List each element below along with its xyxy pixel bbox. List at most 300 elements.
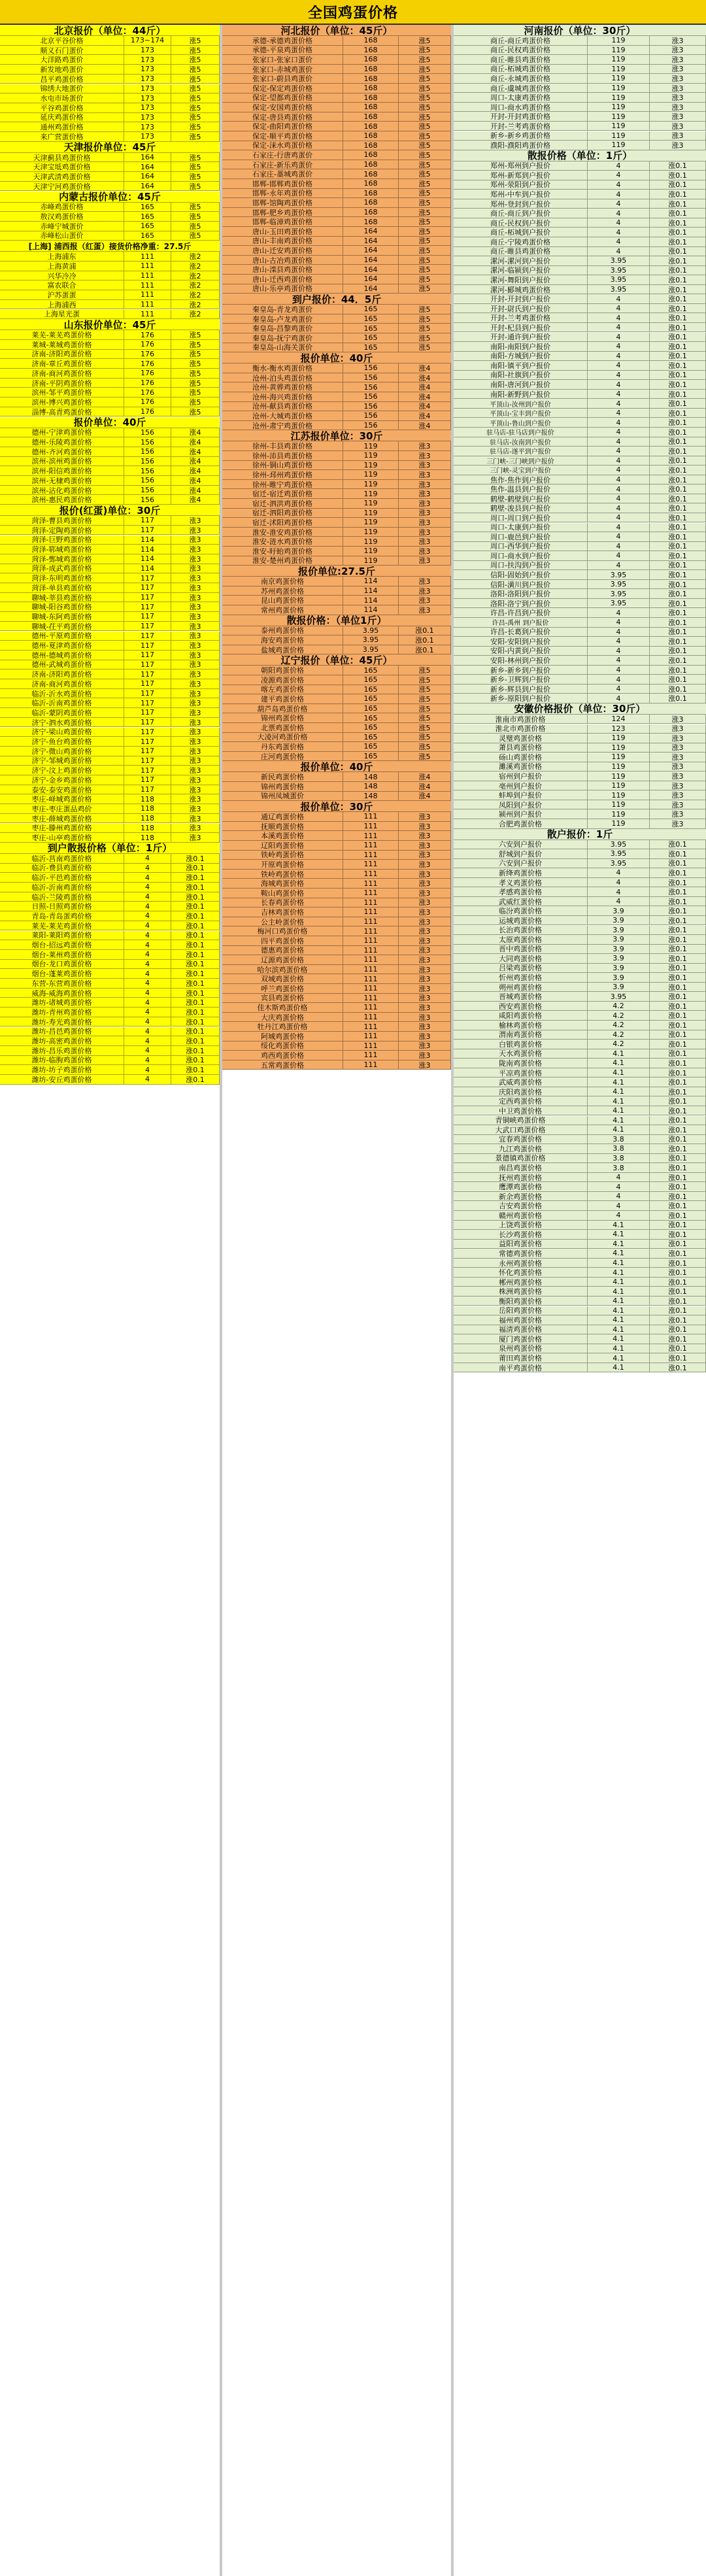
row-name: 水屯市场蛋价 (0, 93, 124, 103)
row-change: 涨0.1 (650, 637, 706, 647)
row-name: 大凌河鸡蛋价格 (222, 733, 343, 743)
row-name: 朔州鸡蛋价格 (454, 983, 588, 992)
row-name: 铁岭鸡蛋价格 (222, 851, 343, 860)
row-price: 168 (343, 150, 399, 160)
row-name: 武威红蛋价格 (454, 897, 588, 907)
row-name: 本溪鸡蛋价格 (222, 831, 343, 841)
row-name: 德州-武城鸡蛋价格 (0, 660, 124, 670)
row-price: 119 (588, 93, 650, 103)
row-name: 济南-商河鸡蛋价格 (0, 679, 124, 689)
row-change: 涨3 (171, 708, 220, 718)
row-change: 涨3 (399, 841, 451, 851)
section-header: 报价单位:27.5斤 (222, 566, 451, 577)
row-name: 商丘-柘城鸡蛋价格 (454, 65, 588, 75)
row-change: 涨5 (171, 398, 220, 407)
row-name: 平顶山-汝州到户报价 (454, 399, 588, 409)
row-change: 涨0.1 (650, 868, 706, 878)
row-change: 涨0.1 (650, 503, 706, 513)
row-change: 涨3 (171, 747, 220, 756)
row-change: 涨0.1 (650, 878, 706, 888)
row-price: 119 (588, 74, 650, 84)
row-name: 新乡-原阳到户报价 (454, 694, 588, 703)
row-name: 朝阳鸡蛋价格 (222, 666, 343, 675)
row-price: 4 (124, 1027, 171, 1037)
row-price: 3.9 (588, 935, 650, 945)
row-change: 涨3 (171, 766, 220, 775)
row-change: 涨0.1 (650, 523, 706, 533)
row-name: 晋城鸡蛋价格 (454, 992, 588, 1002)
row-name: 保定-涞水鸡蛋价格 (222, 141, 343, 151)
row-change: 涨3 (399, 812, 451, 822)
row-price: 4.2 (588, 1030, 650, 1040)
row-name: 济宁-微山鸡蛋价格 (0, 747, 124, 756)
row-name: 开封-兰考鸡蛋价格 (454, 313, 588, 323)
row-price: 4.1 (588, 1106, 650, 1116)
row-price: 111 (124, 310, 171, 320)
row-price: 173 (124, 75, 171, 84)
row-name: 菏泽-成武鸡蛋价格 (0, 564, 124, 574)
row-change: 涨3 (399, 936, 451, 946)
row-change: 涨0.1 (650, 209, 706, 218)
row-name: 北京平谷价格 (0, 36, 124, 46)
row-change: 涨3 (171, 737, 220, 747)
row-change: 涨3 (399, 509, 451, 518)
row-change: 涨3 (399, 974, 451, 984)
row-change: 涨2 (171, 271, 220, 281)
row-name: 吉林鸡蛋价格 (222, 907, 343, 917)
row-price: 4 (124, 883, 171, 892)
row-change: 涨0.1 (650, 1077, 706, 1087)
row-name: 临沂-蒙阴鸡蛋价格 (0, 708, 124, 718)
row-price: 4 (124, 902, 171, 911)
row-price: 119 (343, 537, 399, 547)
row-change: 涨5 (399, 150, 451, 160)
row-change: 涨5 (171, 103, 220, 113)
row-price: 173~174 (124, 36, 171, 46)
row-price: 118 (124, 804, 171, 814)
row-change: 涨3 (171, 545, 220, 554)
row-price: 4 (588, 628, 650, 637)
row-price: 4 (124, 1056, 171, 1066)
row-change: 涨3 (171, 689, 220, 699)
row-change: 涨5 (399, 141, 451, 151)
row-change: 涨3 (650, 141, 706, 150)
row-name: 保定-安国鸡蛋价格 (222, 103, 343, 112)
row-price: 4 (588, 475, 650, 485)
row-change: 涨3 (650, 715, 706, 724)
row-change: 涨0.1 (650, 437, 706, 447)
row-name: 滨州-惠民鸡蛋价格 (0, 495, 124, 505)
row-name: 石家庄-行唐鸡蛋价 (222, 150, 343, 160)
row-change: 涨5 (399, 275, 451, 284)
row-name: 郑州-荥阳到户报价 (454, 180, 588, 190)
row-change: 涨4 (399, 373, 451, 383)
row-price: 117 (124, 708, 171, 718)
row-change: 涨0.1 (171, 911, 220, 921)
row-price: 117 (124, 756, 171, 766)
section-header: 报价(红蛋)单位：30斤 (0, 505, 220, 516)
section-header: 江苏报价单位：30斤 (222, 430, 451, 441)
row-name: 开封-通许到户报价 (454, 333, 588, 343)
row-name: 唐山-乐亭鸡蛋价格 (222, 284, 343, 294)
row-change: 涨0.1 (650, 1278, 706, 1287)
row-change: 涨3 (399, 889, 451, 898)
row-price: 164 (343, 237, 399, 246)
row-price: 168 (343, 122, 399, 131)
row-name: 唐山-滦县鸡蛋价格 (222, 265, 343, 275)
row-price: 114 (124, 554, 171, 564)
row-change: 涨3 (171, 632, 220, 641)
row-price: 4 (124, 931, 171, 941)
row-name: 锦州凤城蛋价 (222, 792, 343, 802)
row-name: 枣庄-薛城鸡蛋价格 (0, 814, 124, 824)
row-change: 涨2 (171, 300, 220, 310)
row-name: 徐州-沛县鸡蛋价格 (222, 451, 343, 461)
row-change: 涨0.1 (171, 1056, 220, 1066)
row-name: 保定-曲阳鸡蛋价格 (222, 122, 343, 131)
row-name: 庄河鸡蛋价格 (222, 752, 343, 762)
row-price: 119 (588, 103, 650, 112)
row-name: 滨州-阳信鸡蛋价格 (0, 466, 124, 476)
row-change: 涨3 (650, 65, 706, 75)
row-change: 涨5 (171, 407, 220, 417)
row-price: 117 (124, 526, 171, 535)
row-price: 173 (124, 103, 171, 113)
row-price: 4 (124, 854, 171, 864)
row-name: 鹤壁-浚县到户报价 (454, 503, 588, 513)
row-price: 148 (343, 772, 399, 782)
row-name: 上海星光蛋 (0, 310, 124, 320)
row-change: 涨3 (171, 554, 220, 564)
row-name: 潍坊-安丘鸡蛋价格 (0, 1075, 124, 1085)
row-price: 4 (588, 190, 650, 199)
row-change: 涨5 (171, 379, 220, 388)
row-price: 165 (343, 694, 399, 704)
row-change: 涨3 (399, 955, 451, 965)
row-name: 唐山-玉田鸡蛋价格 (222, 227, 343, 237)
row-change: 涨0.1 (650, 580, 706, 590)
row-name: 合肥鸡蛋价格 (454, 819, 588, 829)
row-price: 4.1 (588, 1068, 650, 1078)
row-price: 119 (588, 65, 650, 75)
row-name: 宜春鸡蛋价格 (454, 1135, 588, 1145)
row-change: 涨0.1 (171, 883, 220, 892)
row-price: 119 (588, 790, 650, 800)
row-price: 168 (343, 103, 399, 112)
row-name: 潍坊-青州鸡蛋价格 (0, 1008, 124, 1017)
row-price: 165 (343, 314, 399, 324)
row-price: 173 (124, 122, 171, 132)
row-change: 涨5 (399, 324, 451, 333)
row-change: 涨0.1 (171, 940, 220, 950)
row-price: 4.2 (588, 1002, 650, 1011)
row-name: 赣州鸡蛋价格 (454, 1211, 588, 1221)
row-price: 111 (343, 926, 399, 936)
row-name: 邯郸-临漳鸡蛋价格 (222, 217, 343, 227)
row-name: 常德鸡蛋价格 (454, 1249, 588, 1259)
row-change: 涨3 (399, 879, 451, 889)
row-change: 涨0.1 (171, 1075, 220, 1085)
row-name: 福州鸡蛋价格 (454, 1315, 588, 1325)
section-header: 到户报价：44．5斤 (222, 294, 451, 305)
row-change: 涨0.1 (650, 954, 706, 964)
row-change: 涨3 (650, 781, 706, 791)
row-change: 涨3 (171, 718, 220, 728)
row-change: 涨5 (171, 369, 220, 379)
row-name: 沧州-大城鸡蛋价格 (222, 411, 343, 421)
row-name: 淮北市鸡蛋价格 (454, 724, 588, 734)
row-change: 涨0.1 (171, 931, 220, 941)
row-name: 海城鸡蛋价格 (222, 879, 343, 889)
row-price: 164 (343, 256, 399, 265)
row-name: 漯河-郾城鸡蛋价格 (454, 285, 588, 295)
row-change: 涨0.1 (650, 199, 706, 209)
row-price: 176 (124, 350, 171, 360)
row-price: 3.9 (588, 916, 650, 926)
row-price: 165 (343, 704, 399, 714)
row-name: 驻马店-汝南到户报价 (454, 437, 588, 447)
row-price: 4 (588, 418, 650, 428)
row-change: 涨0.1 (171, 950, 220, 960)
row-name: 昌平鸡蛋价格 (0, 75, 124, 84)
row-price: 119 (343, 556, 399, 566)
row-change: 涨3 (650, 84, 706, 93)
row-price: 4.2 (588, 1011, 650, 1021)
section-header: 报价单位：30斤 (222, 801, 451, 812)
row-name: 平顶山-宝丰到户报价 (454, 409, 588, 418)
row-price: 168 (343, 141, 399, 151)
row-name: 菏泽-巨野鸡蛋价格 (0, 535, 124, 545)
row-change: 涨3 (399, 461, 451, 471)
row-name: 通州鸡蛋价格 (0, 122, 124, 132)
row-price: 4 (588, 456, 650, 466)
row-name: 临沂-沂南鸡蛋价格 (0, 883, 124, 892)
row-change: 涨3 (399, 586, 451, 596)
row-change: 涨5 (399, 333, 451, 343)
row-name: 衡阳鸡蛋价格 (454, 1296, 588, 1306)
row-price: 3.9 (588, 964, 650, 974)
row-price: 4.1 (588, 1230, 650, 1240)
row-price: 3.95 (343, 626, 399, 636)
row-change: 涨0.1 (171, 873, 220, 883)
row-change: 涨0.1 (650, 1334, 706, 1344)
row-name: 南昌鸡蛋价格 (454, 1163, 588, 1173)
row-name: 秦皇岛-青龙鸡蛋价 (222, 305, 343, 314)
row-price: 4.1 (588, 1077, 650, 1087)
row-change: 涨0.1 (650, 1315, 706, 1325)
row-name: 舒城到户报价 (454, 849, 588, 859)
row-name: 宾县鸡蛋价格 (222, 994, 343, 1004)
row-name: 邯郸-馆陶鸡蛋价格 (222, 198, 343, 208)
row-change: 涨2 (171, 310, 220, 320)
row-change: 涨3 (399, 1060, 451, 1070)
row-price: 4 (588, 304, 650, 314)
row-price: 156 (124, 437, 171, 447)
row-price: 118 (124, 814, 171, 824)
row-change: 涨3 (399, 870, 451, 879)
row-price: 164 (124, 153, 171, 163)
row-change: 涨0.1 (650, 161, 706, 171)
row-change: 涨3 (171, 794, 220, 804)
row-price: 119 (588, 46, 650, 56)
row-change: 涨3 (399, 965, 451, 975)
row-price: 119 (588, 800, 650, 810)
row-price: 117 (124, 622, 171, 632)
row-price: 165 (343, 333, 399, 343)
row-price: 4 (588, 1173, 650, 1183)
row-name: 秦皇岛-抚宁鸡蛋价 (222, 333, 343, 343)
section-header: 北京报价（单位：44斤） (0, 25, 220, 36)
row-change: 涨0.1 (650, 906, 706, 916)
row-name: 景德镇鸡蛋价格 (454, 1154, 588, 1164)
section-header: 河南报价（单位：30斤） (454, 25, 706, 36)
row-name: 聊城-东阿鸡蛋价格 (0, 612, 124, 622)
row-change: 涨5 (171, 182, 220, 192)
row-price: 176 (124, 407, 171, 417)
row-change: 涨0.1 (650, 926, 706, 936)
row-change: 涨0.1 (650, 1192, 706, 1202)
row-change: 涨3 (399, 822, 451, 832)
row-change: 涨5 (399, 103, 451, 112)
row-change: 涨0.1 (650, 1268, 706, 1278)
row-price: 3.95 (588, 580, 650, 590)
row-name: 中卫鸡蛋价格 (454, 1106, 588, 1116)
row-change: 涨4 (171, 437, 220, 447)
row-price: 111 (343, 984, 399, 994)
row-price: 4.1 (588, 1315, 650, 1325)
row-name: 南阳-方城到户报价 (454, 352, 588, 362)
row-name: 南阳-唐河到户报价 (454, 380, 588, 390)
row-name: 驻马店-驻马店到户报价 (454, 428, 588, 437)
row-change: 涨5 (171, 75, 220, 84)
row-price: 124 (588, 715, 650, 724)
row-name: 三门峡-三门峡到户报价 (454, 456, 588, 466)
row-price: 4 (124, 960, 171, 970)
row-name: 驻马店-遂平到户报价 (454, 447, 588, 456)
row-change: 涨4 (171, 486, 220, 496)
row-change: 涨4 (171, 466, 220, 476)
row-price: 4 (588, 878, 650, 888)
row-price: 3.8 (588, 1163, 650, 1173)
row-price: 4 (588, 637, 650, 647)
row-name: 焦作-焦作到户报价 (454, 475, 588, 485)
row-name: 济宁-汶上鸡蛋价格 (0, 766, 124, 775)
row-change: 涨3 (650, 55, 706, 65)
row-change: 涨3 (399, 1042, 451, 1051)
row-name: 锦州鸡蛋价格 (222, 782, 343, 792)
row-change: 涨0.1 (650, 237, 706, 247)
row-price: 165 (343, 666, 399, 675)
row-name: 常州鸡蛋价格 (222, 605, 343, 615)
row-name: 开封-开封鸡蛋价格 (454, 112, 588, 122)
row-price: 168 (343, 55, 399, 65)
row-change: 涨0.1 (171, 989, 220, 998)
row-price: 4 (588, 647, 650, 656)
row-change: 涨5 (399, 265, 451, 275)
row-name: 淮南市鸡蛋价格 (454, 715, 588, 724)
row-price: 4 (588, 656, 650, 666)
row-name: 沧州-泊头鸡蛋价格 (222, 373, 343, 383)
row-price: 165 (343, 305, 399, 314)
row-name: 开封-兰考鸡蛋价格 (454, 122, 588, 131)
row-change: 涨0.1 (650, 1021, 706, 1030)
row-price: 114 (343, 577, 399, 586)
row-change: 涨0.1 (650, 1230, 706, 1240)
row-name: 临沂-兰陵鸡蛋价格 (0, 892, 124, 902)
row-price: 156 (124, 457, 171, 467)
row-price: 4 (588, 294, 650, 304)
row-change: 涨4 (399, 402, 451, 412)
row-price: 173 (124, 46, 171, 56)
row-name: 南阳-南阳到户报价 (454, 342, 588, 352)
row-name: 青岛-青岛蛋鸡价格 (0, 911, 124, 921)
row-change: 涨3 (399, 1051, 451, 1060)
row-name: 锦州鸡蛋价格 (222, 713, 343, 723)
row-price: 3.95 (588, 849, 650, 859)
row-change: 涨0.1 (650, 1068, 706, 1078)
row-price: 168 (343, 46, 399, 56)
row-price: 164 (343, 227, 399, 237)
row-name: 新乡-辉县到户报价 (454, 685, 588, 694)
row-change: 涨0.1 (650, 983, 706, 992)
row-name: 阿城鸡蛋价格 (222, 1032, 343, 1042)
row-change: 涨0.1 (171, 921, 220, 931)
row-price: 3.95 (588, 599, 650, 609)
row-name: 菏泽-定陶鸡蛋价格 (0, 526, 124, 535)
row-price: 165 (124, 222, 171, 231)
row-price: 4 (588, 161, 650, 171)
row-name: 运城鸡蛋价格 (454, 916, 588, 926)
row-price: 4 (124, 1075, 171, 1085)
row-price: 114 (124, 545, 171, 554)
row-change: 涨3 (171, 602, 220, 612)
row-change: 涨5 (171, 84, 220, 94)
row-price: 168 (343, 198, 399, 208)
row-change: 涨5 (399, 742, 451, 752)
row-change: 涨5 (399, 343, 451, 353)
row-change: 涨5 (399, 237, 451, 246)
row-name: 泰安-泰安鸡蛋价格 (0, 785, 124, 795)
row-change: 涨0.1 (399, 626, 451, 636)
row-change: 涨0.1 (650, 1363, 706, 1373)
row-price: 4 (124, 940, 171, 950)
row-name: 济宁-泗水鸡蛋价格 (0, 718, 124, 728)
row-name: 大洋路鸡蛋价 (0, 55, 124, 65)
row-price: 3.95 (588, 589, 650, 599)
row-price: 119 (588, 141, 650, 150)
row-price: 119 (588, 753, 650, 762)
row-name: 商丘-睢县鸡蛋价格 (454, 55, 588, 65)
row-name: 抚顺鸡蛋价格 (222, 822, 343, 832)
row-name: 新乡-卫辉到户报价 (454, 675, 588, 685)
row-price: 4 (588, 532, 650, 542)
row-change: 涨0.1 (650, 1211, 706, 1221)
row-change: 涨3 (171, 622, 220, 632)
row-price: 119 (343, 451, 399, 461)
row-price: 173 (124, 132, 171, 142)
row-price: 111 (343, 851, 399, 860)
row-change: 涨0.1 (650, 1096, 706, 1106)
row-change: 涨5 (171, 388, 220, 398)
row-price: 156 (124, 466, 171, 476)
row-name: 莆田鸡蛋价格 (454, 1353, 588, 1363)
row-price: 111 (124, 290, 171, 300)
row-price: 156 (343, 402, 399, 412)
row-name: 滨州-无棣鸡蛋价格 (0, 476, 124, 486)
row-change: 涨0.1 (650, 1287, 706, 1296)
row-change: 涨4 (171, 495, 220, 505)
row-price: 168 (343, 112, 399, 122)
